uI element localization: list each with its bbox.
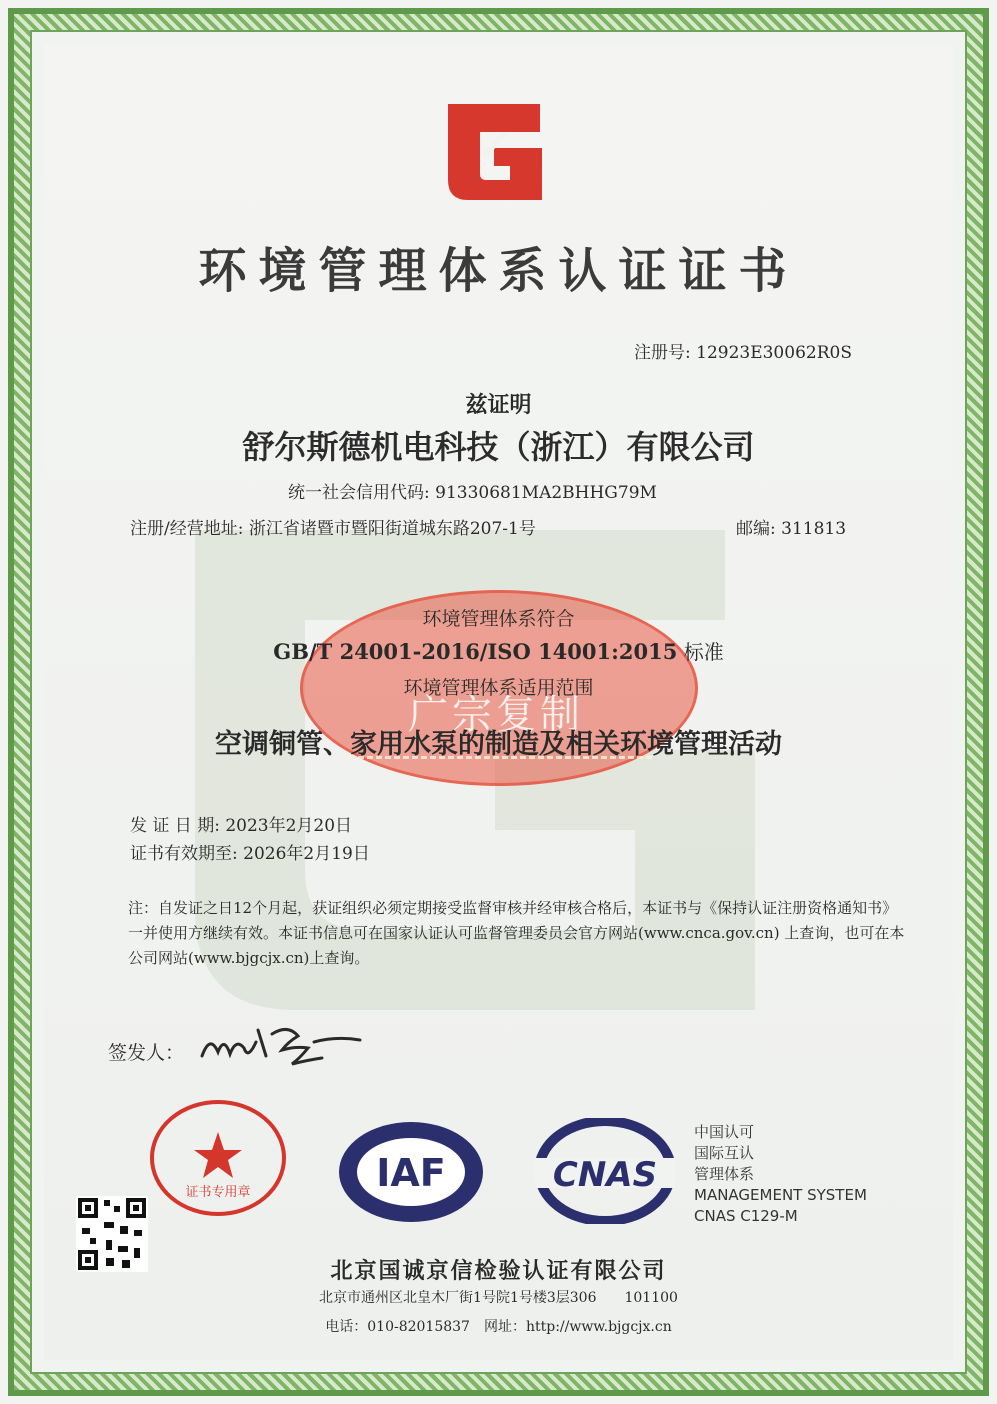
issuer-contact: 电话：010-82015837 网址：http://www.bjgcjx.cn bbox=[325, 1319, 672, 1335]
expiry-date: 证书有效期至: 2026年2月19日 bbox=[130, 844, 370, 864]
cnas-text: CNAS bbox=[552, 1155, 658, 1195]
standard-line bbox=[0, 636, 997, 665]
validity-dates bbox=[130, 812, 370, 868]
standard-code: GB/T 24001-2016/ISO 14001:2015 bbox=[273, 639, 678, 664]
certificate-title: 环境管理体系认证证书 bbox=[198, 243, 799, 299]
certificate-note: 注：自发证之日12个月起，获证组织必须定期接受监督审核并经审核合格后，本证书与《保持认证注册资格通知书》一并使用方继续有效。本证书信息可在国家认证认可监督管理委员会官方网站(www.cnca.gov.cn) 上查询，也可在本公司网站(www.bjgcjx.cn)上查询。 bbox=[128, 899, 905, 967]
postcode: 邮编: 311813 bbox=[736, 519, 847, 539]
cnas-line: MANAGEMENT SYSTEM bbox=[694, 1186, 867, 1204]
cnas-accreditation-text bbox=[694, 1122, 867, 1227]
official-seal bbox=[148, 1098, 288, 1218]
iaf-logo-icon bbox=[336, 1120, 486, 1224]
issuer-name: 北京国诚京信检验认证有限公司 bbox=[330, 1259, 667, 1284]
hereby-certify: 兹证明 bbox=[465, 393, 532, 418]
cnas-line: 国际互认 bbox=[694, 1144, 755, 1162]
iaf-text: IAF bbox=[376, 1151, 446, 1195]
seal-center-text: 证书专用章 bbox=[185, 1185, 251, 1200]
certification-scope: 空调铜管、家用水泵的制造及相关环境管理活动 bbox=[215, 729, 782, 760]
cnas-line: CNAS C129-M bbox=[694, 1207, 798, 1225]
issue-date: 发 证 日 期: 2023年2月20日 bbox=[130, 816, 353, 836]
cnas-line: 中国认可 bbox=[694, 1123, 755, 1141]
conformity-text: 环境管理体系符合 bbox=[422, 608, 575, 630]
g-logo-icon bbox=[440, 96, 550, 206]
credit-code: 统一社会信用代码: 91330681MA2BHHG79M bbox=[288, 483, 657, 503]
company-address: 注册/经营地址: 浙江省诸暨市暨阳街道城东路207-1号 bbox=[130, 519, 536, 539]
signature-icon bbox=[196, 1012, 366, 1078]
cnas-logo-icon bbox=[535, 1118, 675, 1224]
registration-number: 注册号: 12923E30062R0S bbox=[634, 343, 852, 363]
signer-label: 签发人： bbox=[108, 1042, 185, 1064]
scope-label: 环境管理体系适用范围 bbox=[403, 677, 594, 699]
issuer-address: 北京市通州区北皇木厂街1号院1号楼3层306 101100 bbox=[319, 1290, 678, 1306]
company-name: 舒尔斯德机电科技（浙江）有限公司 bbox=[242, 428, 755, 466]
cnas-line: 管理体系 bbox=[694, 1165, 755, 1183]
copy-stamp-text: 广宗复制 bbox=[408, 692, 584, 738]
standard-suffix: 标准 bbox=[683, 640, 724, 664]
